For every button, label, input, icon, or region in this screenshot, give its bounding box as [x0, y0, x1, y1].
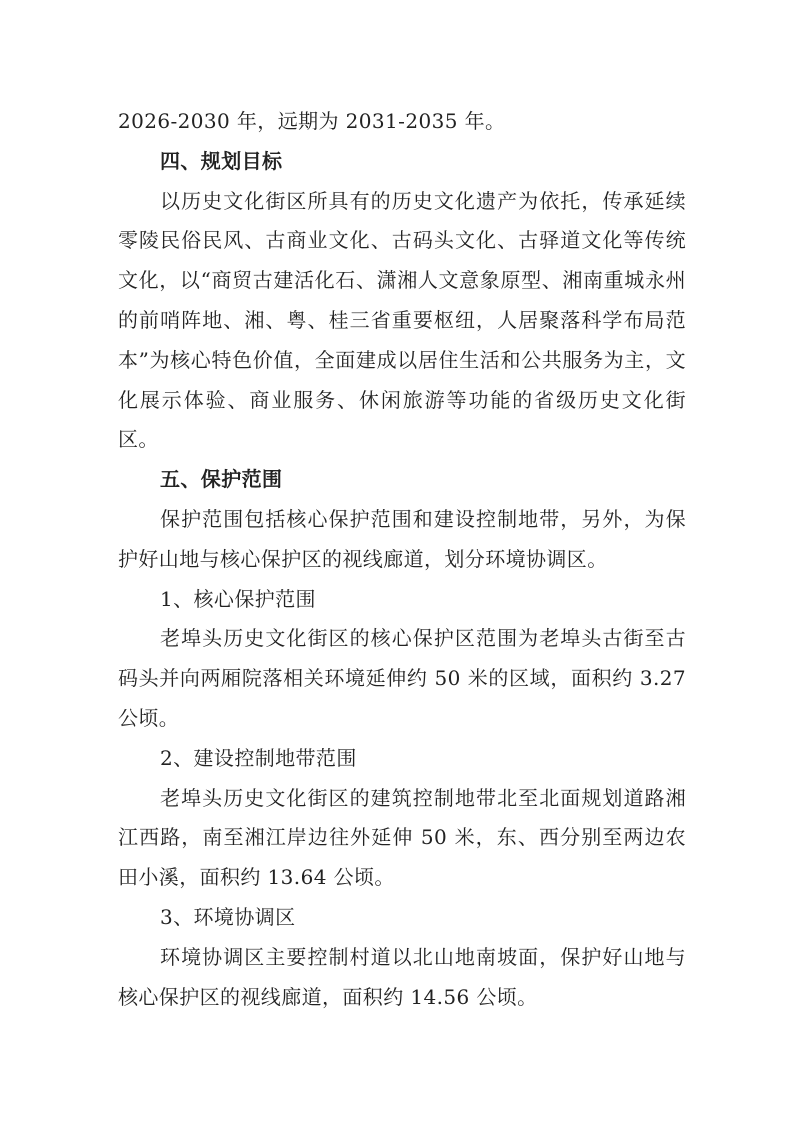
subheading-environment-coordination: 3、环境协调区	[160, 904, 296, 929]
subheading-core-protection: 1、核心保护范围	[160, 586, 316, 611]
planning-goal-paragraph: 以历史文化街区所具有的历史文化遗产为依托，传承延续零陵民俗民风、古商业文化、古码头文化、古驿道文化等传统文化，以“商贸古建活化石、潇湘人文意象原型、湘南重城永州的前哨阵地、湘、粤、桂三省重要枢纽，人居聚落科学布局范本”为核心特色价值，全面建成以居住生活和公共服务为主，文化展示体验、商业服务、休闲旅游等功能的省级历史文化街区。	[118, 188, 686, 452]
construction-control-paragraph: 老埠头历史文化街区的建筑控制地带北至北面规划道路湘江西路，南至湘江岸边往外延伸 50 米，东、西分别至两边农田小溪，面积约 13.64 公顷。	[118, 785, 686, 890]
section-heading-protection-scope: 五、保护范围	[160, 467, 283, 492]
environment-coordination-paragraph: 环境协调区主要控制村道以北山地南坡面，保护好山地与核心保护区的视线廊道，面积约 14.56 公顷。	[118, 944, 686, 1009]
subheading-construction-control: 2、建设控制地带范围	[160, 745, 357, 770]
planning-period-text: 2026-2030 年，远期为 2031-2035 年。	[118, 109, 506, 133]
section-heading-planning-goal: 四、规划目标	[160, 148, 283, 173]
core-protection-paragraph: 老埠头历史文化街区的核心保护区范围为老埠头古街至古码头并向两厢院落相关环境延伸约 50 米的区域，面积约 3.27 公顷。	[118, 626, 686, 730]
document-body	[118, 102, 686, 1017]
protection-scope-paragraph: 保护范围包括核心保护范围和建设控制地带，另外，为保护好山地与核心保护区的视线廊道，划分环境协调区。	[118, 506, 686, 571]
